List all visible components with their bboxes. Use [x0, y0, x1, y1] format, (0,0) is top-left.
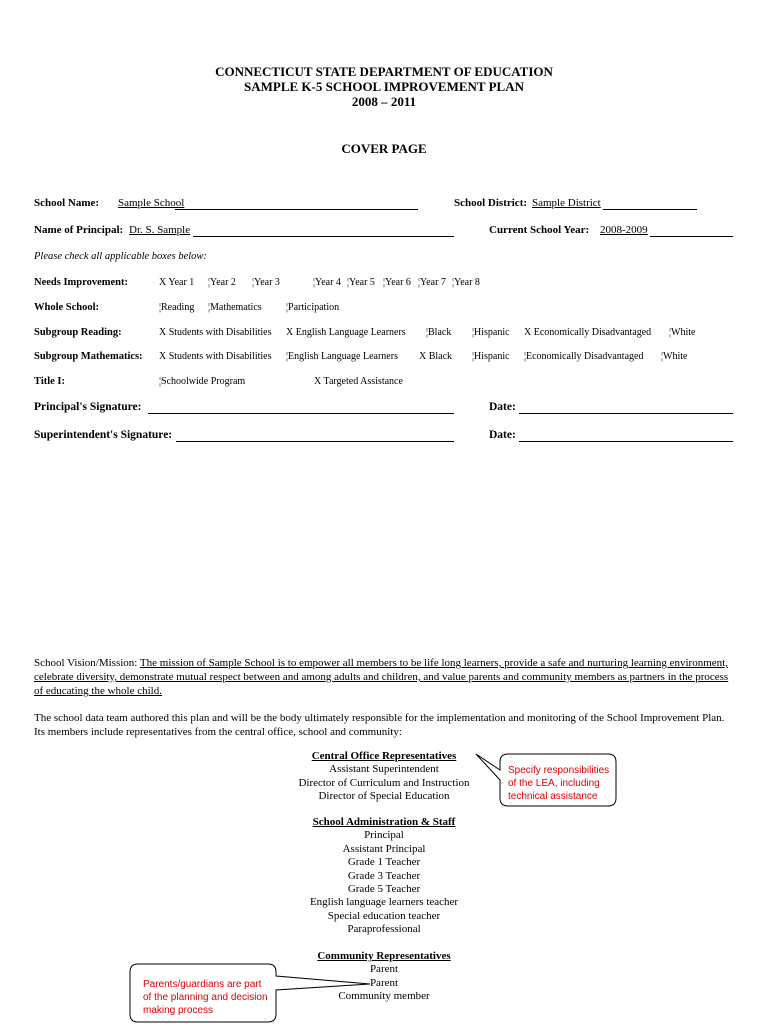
checkbox-year-7[interactable]: ¦Year 7	[418, 277, 446, 288]
checkbox-reading-swd[interactable]: X Students with Disabilities	[159, 327, 272, 338]
team-paragraph: The school data team authored this plan and will be the body ultimately responsible for the implementation and monitoring of the School Improvement Plan. Its members include representatives from the central office, school and community:	[34, 712, 725, 738]
school-admin-title: School Administration & Staff	[312, 816, 456, 828]
school-district-value[interactable]: Sample District	[532, 197, 601, 209]
checkbox-year-6[interactable]: ¦Year 6	[383, 277, 411, 288]
title-one-label: Title I:	[34, 376, 66, 387]
checkbox-year-8[interactable]: ¦Year 8	[452, 277, 480, 288]
checkbox-reading-econ[interactable]: X Economically Disadvantaged	[524, 327, 652, 338]
lea-callout-text: Specify responsibilities of the LEA, including technical assistance	[508, 765, 610, 802]
central-office-title: Central Office Representatives	[311, 750, 457, 762]
community-member: Parent	[369, 963, 399, 976]
vision-paragraph	[34, 656, 734, 698]
check-instruction: Please check all applicable boxes below:	[34, 251, 207, 262]
needs-improvement-label: Needs Improvement:	[34, 277, 128, 288]
admin-member: Grade 3 Teacher	[347, 869, 421, 882]
community-member: Parent	[369, 976, 399, 989]
whole-school-label: Whole School:	[34, 302, 100, 313]
school-year-label: Current School Year:	[489, 224, 590, 236]
checkbox-schoolwide[interactable]: ¦Schoolwide Program	[159, 376, 246, 387]
checkbox-targeted[interactable]: X Targeted Assistance	[314, 376, 403, 387]
school-year-line	[650, 236, 733, 237]
checkbox-reading-hispanic[interactable]: ¦Hispanic	[472, 327, 510, 338]
doc-title-line2: SAMPLE K-5 SCHOOL IMPROVEMENT PLAN	[243, 79, 524, 94]
parents-callout-text: Parents/guardians are part of the planning and decision making process	[143, 979, 268, 1016]
school-name-value[interactable]: Sample School	[118, 197, 185, 209]
checkbox-year-3[interactable]: ¦Year 3	[252, 277, 280, 288]
principal-line	[193, 236, 454, 237]
school-district-label: School District:	[454, 197, 528, 209]
community-title: Community Representatives	[317, 950, 451, 962]
school-name-line	[175, 209, 418, 210]
admin-member: Special education teacher	[327, 909, 441, 922]
admin-member: Grade 1 Teacher	[347, 856, 421, 869]
checkbox-reading-ell[interactable]: X English Language Learners	[286, 327, 406, 338]
central-member: Director of Curriculum and Instruction	[298, 776, 470, 789]
checkbox-math-ell[interactable]: ¦English Language Learners	[286, 351, 398, 362]
community-member: Community member	[338, 990, 430, 1003]
superintendent-signature-line[interactable]	[176, 441, 454, 442]
school-admin-group	[230, 816, 538, 937]
principal-label: Name of Principal:	[34, 224, 124, 236]
school-name-label: School Name:	[34, 197, 100, 209]
checkbox-reading[interactable]: ¦Reading	[159, 302, 195, 313]
principal-value[interactable]: Dr. S. Sample	[129, 224, 191, 236]
checkbox-math-hispanic[interactable]: ¦Hispanic	[472, 351, 510, 362]
checkbox-year-4[interactable]: ¦Year 4	[313, 277, 341, 288]
checkbox-reading-black[interactable]: ¦Black	[426, 327, 452, 338]
school-district-line	[603, 209, 697, 210]
central-member: Director of Special Education	[318, 790, 450, 803]
doc-title-years: 2008 – 2011	[351, 94, 417, 109]
principal-signature-label: Principal's Signature:	[34, 401, 142, 413]
checkbox-year-2[interactable]: ¦Year 2	[208, 277, 236, 288]
central-member: Assistant Superintendent	[329, 763, 439, 776]
checkbox-year-1[interactable]: X Year 1	[159, 277, 195, 288]
cover-page-heading: COVER PAGE	[341, 141, 427, 156]
checkbox-math-econ[interactable]: ¦Economically Disadvantaged	[524, 351, 644, 362]
checkbox-mathematics[interactable]: ¦Mathematics	[208, 302, 262, 313]
checkbox-math-swd[interactable]: X Students with Disabilities	[159, 351, 272, 362]
principal-date-label: Date:	[489, 401, 516, 413]
checkbox-reading-white[interactable]: ¦White	[669, 327, 696, 338]
admin-member: English language learners teacher	[309, 896, 459, 909]
checkbox-year-5[interactable]: ¦Year 5	[347, 277, 375, 288]
checkbox-math-white[interactable]: ¦White	[661, 351, 688, 362]
admin-member: Assistant Principal	[342, 842, 426, 855]
principal-date-line[interactable]	[519, 413, 733, 414]
superintendent-signature-label: Superintendent's Signature:	[34, 429, 173, 441]
subgroup-reading-label: Subgroup Reading:	[34, 327, 122, 338]
school-year-value[interactable]: 2008-2009	[600, 224, 648, 236]
principal-signature-line[interactable]	[148, 413, 454, 414]
checkbox-participation[interactable]: ¦Participation	[286, 302, 340, 313]
superintendent-date-label: Date:	[489, 429, 516, 441]
admin-member: Paraprofessional	[347, 923, 421, 936]
admin-member: Principal	[364, 829, 404, 842]
checkbox-math-black[interactable]: X Black	[419, 351, 453, 362]
superintendent-date-line[interactable]	[519, 441, 733, 442]
vision-label: School Vision/Mission:	[34, 657, 138, 669]
doc-title-line1: CONNECTICUT STATE DEPARTMENT OF EDUCATION	[215, 64, 553, 79]
subgroup-math-label: Subgroup Mathematics:	[34, 351, 143, 362]
vision-text: The mission of Sample School is to empower all members to be life long learners, provide a safe and nurturing learning environment, celebrate diversity, demonstrate mutual respect between and among adults and children, and value parents and community members as partners in the process of educating the whole child.	[34, 657, 729, 697]
admin-member: Grade 5 Teacher	[347, 883, 421, 896]
